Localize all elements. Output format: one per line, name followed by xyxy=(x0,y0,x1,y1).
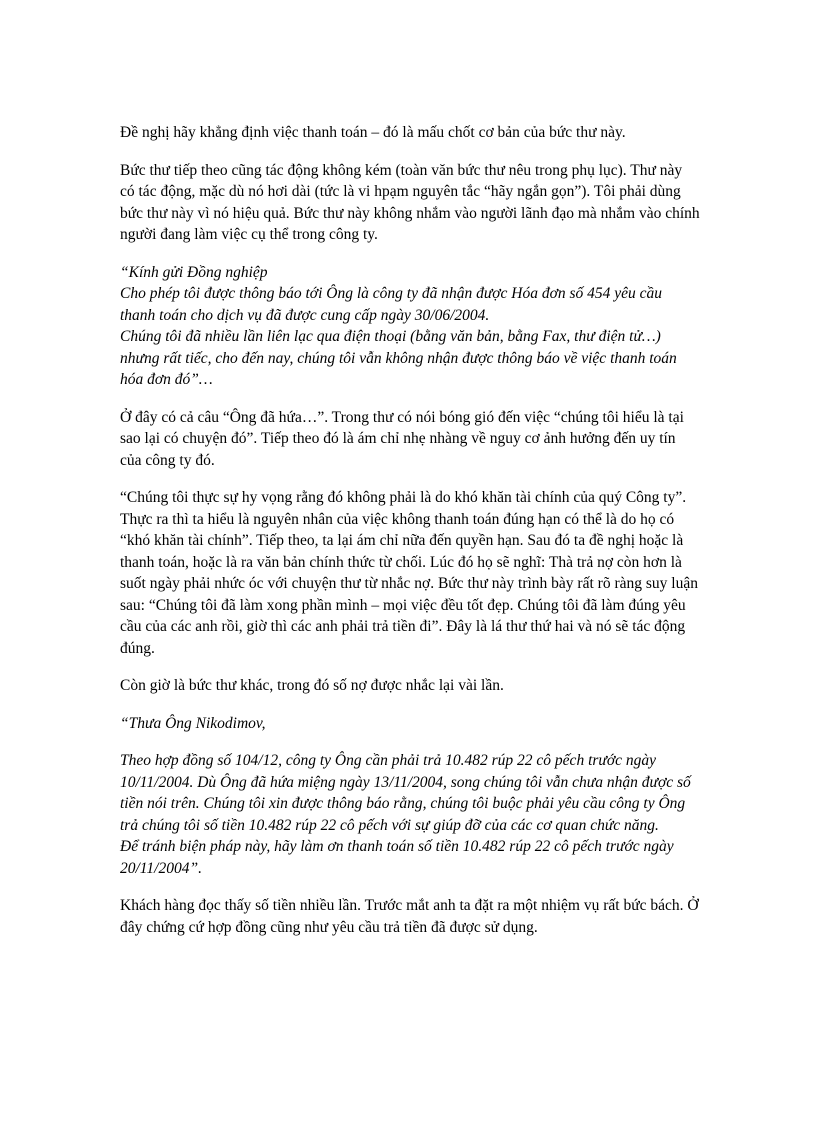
paragraph-conclusion: Khách hàng đọc thấy số tiền nhiều lần. Trước mắt anh ta đặt ra một nhiệm vụ rất bức bách. Ở đây chứng cứ hợp đồng cũng như yêu cầu trả tiền đã được sử dụng. xyxy=(120,897,699,936)
letter-greeting-nikodimov: “Thưa Ông Nikodimov, xyxy=(120,714,266,732)
quoted-letter-colleague xyxy=(120,262,700,391)
letter-body-line: Cho phép tôi được thông báo tới Ông là công ty đã nhận được Hóa đơn số 454 yêu cầu thanh toán cho dịch vụ đã được cung cấp ngày 30/06/2004. xyxy=(120,285,663,324)
letter-body-line: Theo hợp đồng số 104/12, công ty Ông cần phải trả 10.482 rúp 22 cô pếch trước ngày 10/11/2004. Dù Ông đã hứa miệng ngày 13/11/2004, song chúng tôi vẫn chưa nhận được số tiền nói trên. Chúng tôi xin được thông báo rằng, chúng tôi buộc phải yêu cầu công ty Ông trả chúng tôi số tiền 10.482 rúp 22 cô pếch với sự giúp đỡ của các cơ quan chức năng. xyxy=(120,752,691,834)
paragraph-another-letter-intro: Còn giờ là bức thư khác, trong đó số nợ được nhắc lại vài lần. xyxy=(120,677,504,694)
letter-body-line: Chúng tôi đã nhiều lần liên lạc qua điện thoại (bằng văn bản, bằng Fax, thư điện tử…) nhưng rất tiếc, cho đến nay, chúng tôi vẫn không nhận được thông báo về việc thanh toán hóa đơn đó”… xyxy=(120,328,677,388)
letter-body-line: Để tránh biện pháp này, hãy làm ơn thanh toán số tiền 10.482 rúp 22 cô pếch trước ngày 20/11/2004”. xyxy=(120,838,674,877)
paragraph-financial-difficulty: “Chúng tôi thực sự hy vọng rằng đó không phải là do khó khăn tài chính của quý Công ty”. Thực ra thì ta hiểu là nguyên nhân của việc không thanh toán đúng hạn có thể là do họ có “khó khăn tài chính”. Tiếp theo, ta lại ám chỉ nữa đến quyền hạn. Sau đó ta đề nghị hoặc là thanh toán, hoặc là ra văn bản chính thức từ chối. Lúc đó họ sẽ nghĩ: Thà trả nợ còn hơn là suốt ngày phải nhức óc với chuyện thư từ nhắc nợ. Bức thư này trình bày rất rõ ràng suy luận sau: “Chúng tôi đã làm xong phần mình – mọi việc đều tốt đẹp. Chúng tôi đã làm đúng yêu cầu của các anh rồi, giờ thì các anh phải trả tiền đi”. Đây là lá thư thứ hai và nó sẽ tác động đúng. xyxy=(120,489,698,657)
document-page xyxy=(120,122,700,954)
letter-greeting: “Kính gửi Đồng nghiệp xyxy=(120,263,268,281)
paragraph-second-letter-intro: Bức thư tiếp theo cũng tác động không kém (toàn văn bức thư nêu trong phụ lục). Thư này có tác động, mặc dù nó hơi dài (tức là vi hpạm nguyên tắc “hãy ngắn gọn”). Tôi phải dùng bức thư này vì nó hiệu quả. Bức thư này không nhắm vào người lãnh đạo mà nhắm vào chính người đang làm việc cụ thể trong công ty. xyxy=(120,161,700,243)
paragraph-promise-analysis: Ở đây có cả câu “Ông đã hứa…”. Trong thư có nói bóng gió đến việc “chúng tôi hiểu là tại sao lại có chuyện đó”. Tiếp theo đó là ám chỉ nhẹ nhàng về nguy cơ ảnh hưởng đến uy tín của công ty đó. xyxy=(120,408,684,469)
quoted-letter-nikodimov xyxy=(120,750,700,879)
paragraph-payment-confirmation: Đề nghị hãy khẳng định việc thanh toán – đó là mấu chốt cơ bản của bức thư này. xyxy=(120,124,626,141)
